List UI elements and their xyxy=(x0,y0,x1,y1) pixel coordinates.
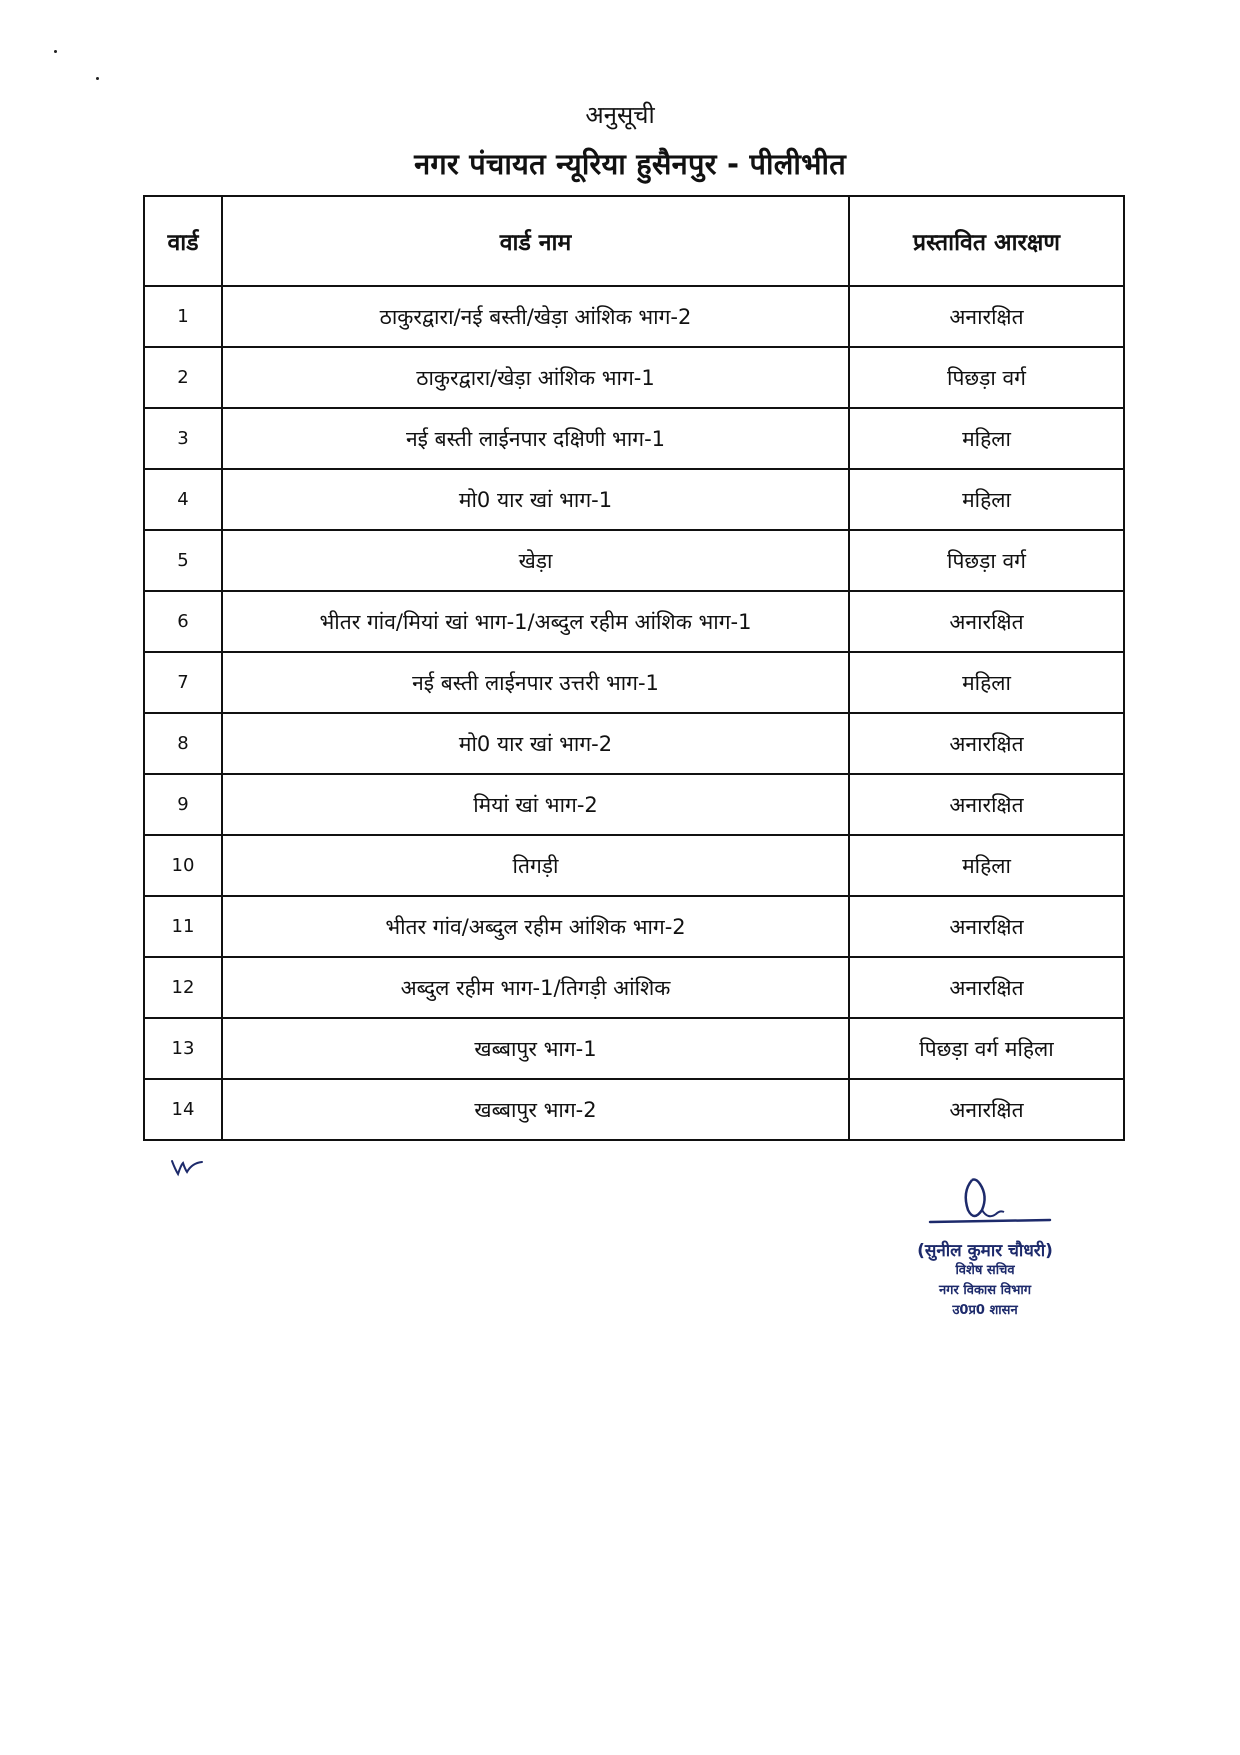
scan-speck xyxy=(54,50,57,53)
signatory-department: नगर विकास विभाग xyxy=(938,1283,1032,1298)
ward-number-cell: 8 xyxy=(144,713,222,774)
ward-number-cell: 3 xyxy=(144,408,222,469)
ward-name-cell: मो0 यार खां भाग-2 xyxy=(222,713,849,774)
table-row xyxy=(144,1079,1124,1140)
ward-number-cell: 6 xyxy=(144,591,222,652)
reservation-cell: अनारक्षित xyxy=(849,713,1124,774)
schedule-label: अनुसूची xyxy=(585,101,655,129)
ward-number-cell: 5 xyxy=(144,530,222,591)
ward-reservation-table xyxy=(143,195,1125,1141)
table-row xyxy=(144,286,1124,347)
ward-number-cell: 14 xyxy=(144,1079,222,1140)
reservation-cell: पिछड़ा वर्ग xyxy=(849,530,1124,591)
reservation-cell: पिछड़ा वर्ग महिला xyxy=(849,1018,1124,1079)
table-row xyxy=(144,713,1124,774)
table-header-row xyxy=(144,196,1124,286)
column-header-ward: वार्ड xyxy=(144,196,222,286)
reservation-cell: महिला xyxy=(849,652,1124,713)
table-row xyxy=(144,347,1124,408)
ward-number-cell: 12 xyxy=(144,957,222,1018)
reservation-cell: अनारक्षित xyxy=(849,591,1124,652)
signatory-government: उ0प्र0 शासन xyxy=(952,1303,1018,1318)
page-title: नगर पंचायत न्यूरिया हुसैनपुर - पीलीभीत xyxy=(414,147,846,181)
ward-name-cell: मो0 यार खां भाग-1 xyxy=(222,469,849,530)
table-row xyxy=(144,591,1124,652)
scan-speck xyxy=(96,77,99,80)
table-row xyxy=(144,1018,1124,1079)
table-row xyxy=(144,835,1124,896)
signature-mark xyxy=(910,1170,1060,1232)
ward-name-cell: भीतर गांव/मियां खां भाग-1/अब्दुल रहीम आंशिक भाग-1 xyxy=(222,591,849,652)
ward-name-cell: तिगड़ी xyxy=(222,835,849,896)
reservation-cell: पिछड़ा वर्ग xyxy=(849,347,1124,408)
reservation-cell: अनारक्षित xyxy=(849,774,1124,835)
reservation-cell: अनारक्षित xyxy=(849,1079,1124,1140)
reservation-cell: अनारक्षित xyxy=(849,286,1124,347)
ward-name-cell: नई बस्ती लाईनपार उत्तरी भाग-1 xyxy=(222,652,849,713)
ward-name-cell: अब्दुल रहीम भाग-1/तिगड़ी आंशिक xyxy=(222,957,849,1018)
ward-number-cell: 11 xyxy=(144,896,222,957)
reservation-cell: महिला xyxy=(849,835,1124,896)
ward-number-cell: 9 xyxy=(144,774,222,835)
signatory-designation: विशेष सचिव xyxy=(955,1263,1015,1278)
reservation-cell: महिला xyxy=(849,408,1124,469)
ward-name-cell: मियां खां भाग-2 xyxy=(222,774,849,835)
table-row xyxy=(144,408,1124,469)
signatory-name: (सुनील कुमार चौधरी) xyxy=(917,1241,1053,1261)
reservation-cell: अनारक्षित xyxy=(849,957,1124,1018)
table-row xyxy=(144,774,1124,835)
table-row xyxy=(144,896,1124,957)
ward-number-cell: 10 xyxy=(144,835,222,896)
signature-block xyxy=(880,1170,1090,1321)
table-row xyxy=(144,652,1124,713)
ward-number-cell: 13 xyxy=(144,1018,222,1079)
ward-name-cell: भीतर गांव/अब्दुल रहीम आंशिक भाग-2 xyxy=(222,896,849,957)
ward-number-cell: 1 xyxy=(144,286,222,347)
ward-number-cell: 2 xyxy=(144,347,222,408)
ward-name-cell: नई बस्ती लाईनपार दक्षिणी भाग-1 xyxy=(222,408,849,469)
ward-name-cell: ठाकुरद्वारा/खेड़ा आंशिक भाग-1 xyxy=(222,347,849,408)
ward-number-cell: 7 xyxy=(144,652,222,713)
column-header-ward-name: वार्ड नाम xyxy=(222,196,849,286)
ward-name-cell: खब्बापुर भाग-2 xyxy=(222,1079,849,1140)
ward-name-cell: खेड़ा xyxy=(222,530,849,591)
table-row xyxy=(144,957,1124,1018)
reservation-cell: अनारक्षित xyxy=(849,896,1124,957)
initial-mark xyxy=(170,1155,210,1179)
reservation-cell: महिला xyxy=(849,469,1124,530)
ward-name-cell: खब्बापुर भाग-1 xyxy=(222,1018,849,1079)
ward-number-cell: 4 xyxy=(144,469,222,530)
table-row xyxy=(144,530,1124,591)
ward-name-cell: ठाकुरद्वारा/नई बस्ती/खेड़ा आंशिक भाग-2 xyxy=(222,286,849,347)
column-header-reservation: प्रस्तावित आरक्षण xyxy=(849,196,1124,286)
table-row xyxy=(144,469,1124,530)
